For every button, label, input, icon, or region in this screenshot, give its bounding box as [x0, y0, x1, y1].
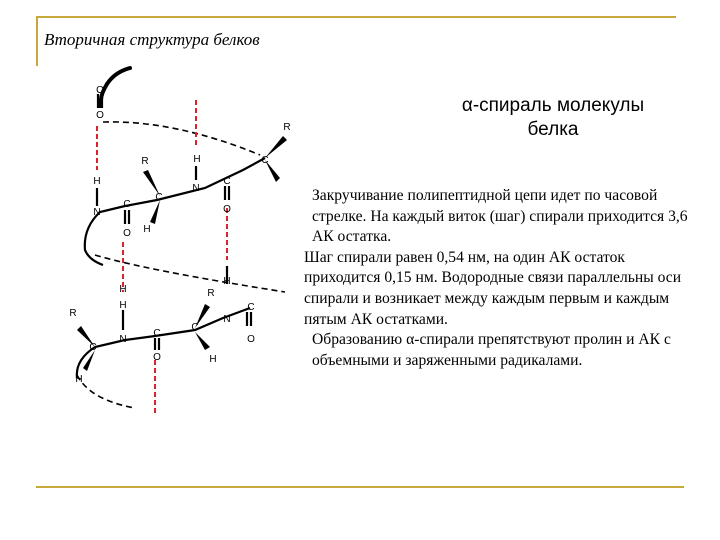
- atom-r5: R: [207, 288, 215, 299]
- atom-c3: C: [123, 199, 131, 210]
- rear-strand-1: [103, 122, 260, 155]
- atom-c9: C: [89, 342, 97, 353]
- paragraph-pitch: Шаг спирали равен 0,54 нм, на один АК остаток приходится 0,15 нм. Водородные связи параллельны оси спирали и возникает между каждым первым и каждым пятым АК остатками.: [304, 248, 682, 328]
- atom-h9: H: [75, 374, 83, 385]
- alpha-helix-diagram: [55, 60, 300, 420]
- figure-heading: [428, 94, 678, 142]
- top-rule: [36, 16, 676, 18]
- left-rule: [36, 16, 38, 66]
- atom-c8: C: [247, 302, 255, 313]
- figure-heading-line-2: белка: [527, 119, 579, 140]
- atom-n2: N: [192, 183, 200, 194]
- description-text: [304, 186, 702, 371]
- atom-r7: R: [69, 308, 77, 319]
- slide-title: Вторичная структура белков: [44, 30, 260, 49]
- rear-strand-3: [77, 375, 135, 408]
- atom-o1b: O: [96, 110, 104, 121]
- atom-n7: N: [223, 314, 231, 325]
- atom-n6: N: [119, 334, 127, 345]
- bottom-rule: [36, 486, 684, 488]
- atom-o4: O: [223, 204, 231, 215]
- paragraph-twist: Закручивание полипептидной цепи идет по часовой стрелке. На каждый виток (шаг) спирали приходится 3,6 АК остатка.: [312, 187, 688, 246]
- atom-o3: O: [123, 228, 131, 239]
- backbone-upper-turn: [85, 158, 265, 265]
- atom-h4: H: [143, 224, 151, 235]
- paragraph-obstacles: Образованию α-спирали препятствуют пролин и АК с объемными и заряженными радикалами.: [312, 331, 671, 369]
- atom-n3: N: [93, 207, 101, 218]
- atom-o6: O: [153, 352, 161, 363]
- atom-h5: H: [223, 276, 231, 287]
- atom-c6: C: [153, 328, 161, 339]
- atom-c4: C: [223, 176, 231, 187]
- atom-c2: C: [155, 192, 163, 203]
- atom-r2: R: [141, 156, 149, 167]
- figure-heading-line-1: α-спираль молекулы: [461, 95, 645, 116]
- atom-h8: H: [119, 284, 127, 295]
- atom-h6: H: [119, 300, 127, 311]
- atom-r1: R: [283, 122, 291, 133]
- atom-o1: O: [96, 85, 104, 96]
- backbone-top-curl: [101, 68, 130, 100]
- atom-h7: H: [209, 354, 217, 365]
- atom-o8: O: [247, 334, 255, 345]
- atom-h3: H: [93, 176, 101, 187]
- atom-c1: C: [261, 155, 269, 166]
- atom-h2: H: [193, 154, 201, 165]
- atom-c7: C: [191, 322, 199, 333]
